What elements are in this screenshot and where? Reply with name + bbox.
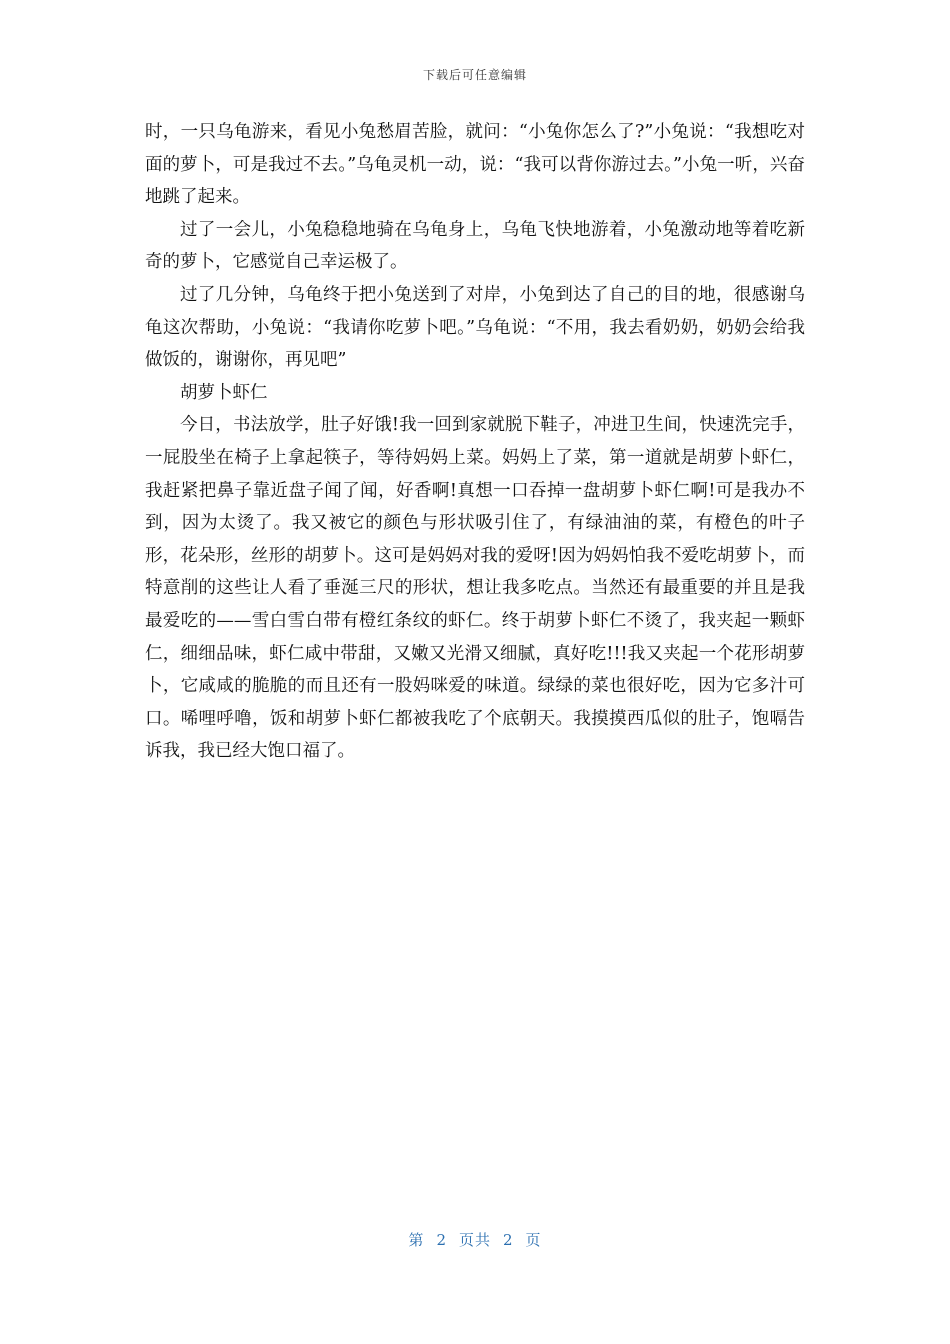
- document-body: [145, 116, 805, 768]
- paragraph-1: 时，一只乌龟游来，看见小兔愁眉苦脸，就问：“小兔你怎么了?”小兔说：“我想吃对面的萝卜，可是我过不去。”乌龟灵机一动，说：“我可以背你游过去。”小兔一听，兴奋地跳了起来。: [145, 122, 805, 208]
- page-header: 下载后可任意编辑: [422, 68, 527, 82]
- paragraph-2: 过了一会儿，小兔稳稳地骑在乌龟身上，乌龟飞快地游着，小兔激动地等着吃新奇的萝卜，它感觉自己幸运极了。: [145, 219, 805, 273]
- footer-total-pages: 2: [503, 1231, 514, 1249]
- footer-label-page: 第: [408, 1231, 425, 1249]
- footer-label-end: 页: [525, 1231, 542, 1249]
- footer-current-page: 2: [436, 1231, 447, 1249]
- footer-label-of: 页共: [458, 1231, 491, 1249]
- page-footer: [0, 1229, 950, 1250]
- paragraph-3: 过了几分钟，乌龟终于把小兔送到了对岸，小兔到达了自己的目的地，很感谢乌龟这次帮助，小兔说：“我请你吃萝卜吧。”乌龟说：“不用，我去看奶奶，奶奶会给我做饭的，谢谢你，再见吧”: [145, 284, 805, 371]
- paragraph-4: 今日，书法放学，肚子好饿!我一回到家就脱下鞋子，冲进卫生间，快速洗完手，一屁股坐在椅子上拿起筷子，等待妈妈上菜。妈妈上了菜，第一道就是胡萝卜虾仁，我赶紧把鼻子靠近盘子闻了闻，好香啊!真想一口吞掉一盘胡萝卜虾仁啊!可是我办不到，因为太烫了。我又被它的颜色与形状吸引住了，有绿油油的菜，有橙色的叶子形，花朵形，丝形的胡萝卜。这可是妈妈对我的爱呀!因为妈妈怕我不爱吃胡萝卜，而特意削的这些让人看了垂涎三尺的形状，想让我多吃点。当然还有最重要的并且是我最爱吃的——雪白雪白带有橙红条纹的虾仁。终于胡萝卜虾仁不烫了，我夹起一颗虾仁，细细品味，虾仁咸中带甜，又嫩又光滑又细腻，真好吃!!!我又夹起一个花形胡萝卜，它咸咸的脆脆的而且还有一股妈咪爱的味道。绿绿的菜也很好吃，因为它多汁可口。唏哩呼噜，饭和胡萝卜虾仁都被我吃了个底朝天。我摸摸西瓜似的肚子，饱嗝告诉我，我已经大饱口福了。: [145, 415, 805, 762]
- section-title: 胡萝卜虾仁: [180, 382, 268, 403]
